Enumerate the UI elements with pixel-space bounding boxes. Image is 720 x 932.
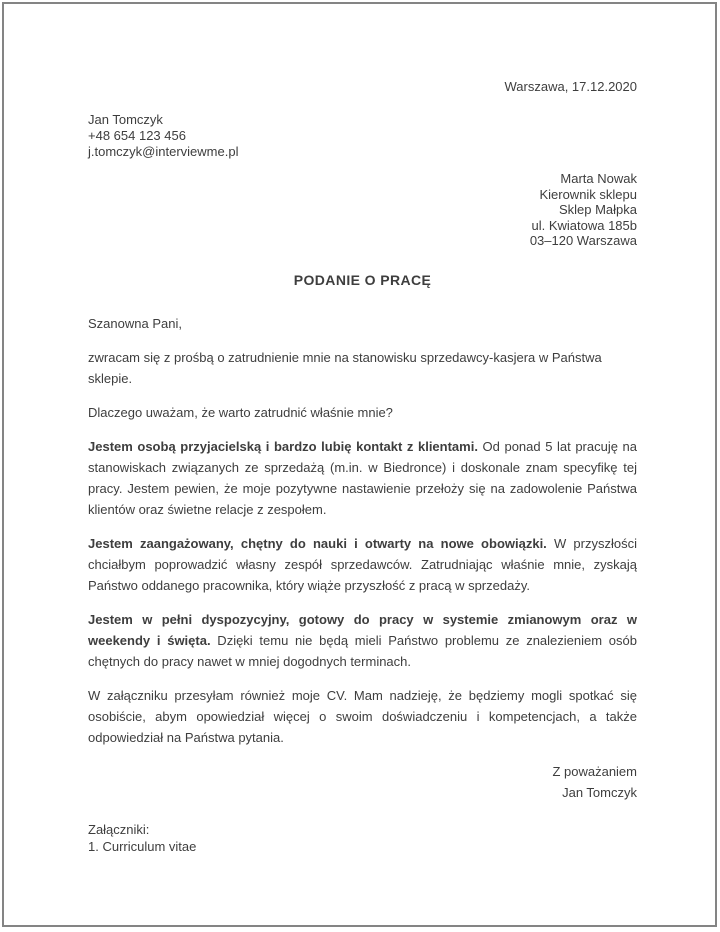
recipient-company: Sklep Małpka <box>558 202 637 217</box>
body-paragraph-3 <box>88 609 637 672</box>
paragraph-2-text: W przyszłości chciałbym poprowadzić własny zespół sprzedawców. Zatrudniając właśnie mnie, zyskają Państwo oddanego pracownika, który wiąże przyszłość z pracą w sprzedaży. <box>88 535 637 593</box>
paragraph-3-text: Dzięki temu nie będą mieli Państwo problemu ze znalezieniem osób chętnych do pracy nawet w mniej dogodnych terminach. <box>88 632 637 669</box>
sender-phone: +48 654 123 456 <box>88 128 186 143</box>
sender-email: j.tomczyk@interviewme.pl <box>88 144 239 159</box>
sender-block <box>88 112 637 160</box>
paragraph-3-bold-lead: Jestem w pełni dyspozycyjny, gotowy do pracy w systemie zmianowym oraz w weekendy i święta. <box>88 611 637 648</box>
closing-signature: Jan Tomczyk <box>562 784 637 800</box>
letter-date: Warszawa, 17.12.2020 <box>504 79 637 94</box>
recipient-block <box>88 171 637 249</box>
recipient-job-title: Kierownik sklepu <box>539 186 637 202</box>
attachment-item: 1. Curriculum vitae <box>88 838 197 854</box>
body-paragraph-4 <box>88 685 637 748</box>
salutation: Szanowna Pani, <box>88 315 182 331</box>
intro-paragraph: zwracam się z prośbą o zatrudnienie mnie na stanowisku sprzedawcy-kasjera w Państwa sklepie. <box>88 349 602 386</box>
paragraph-1-bold-lead: Jestem osobą przyjacielską i bardzo lubię kontakt z klientami. <box>88 438 478 454</box>
attachments-block <box>88 821 637 855</box>
closing-block <box>88 761 637 803</box>
recipient-city: 03–120 Warszawa <box>529 233 637 248</box>
question-line: Dlaczego uważam, że warto zatrudnić właśnie mnie? <box>88 404 393 420</box>
paragraph-2-bold-lead: Jestem zaangażowany, chętny do nauki i otwarty na nowe obowiązki. <box>88 535 547 551</box>
recipient-street: ul. Kwiatowa 185b <box>531 217 637 233</box>
body-paragraph-2 <box>88 533 637 596</box>
recipient-name: Marta Nowak <box>560 171 637 186</box>
paragraph-1-text: Od ponad 5 lat pracuję na stanowiskach związanych ze sprzedażą (m.in. w Biedronce) i doskonale znam specyfikę tej pracy. Jestem pewien, że moje pozytywne nastawienie przełoży się na zadowolenie Państwa klientów oraz świetne relacje z zespołem. <box>88 438 637 517</box>
body-paragraph-1 <box>88 436 637 520</box>
letter-title: PODANIE O PRACĘ <box>293 271 432 288</box>
attachments-label: Załączniki: <box>88 821 150 837</box>
closing-phrase: Z poważaniem <box>552 763 637 779</box>
sender-name: Jan Tomczyk <box>88 112 163 127</box>
paragraph-4-text: W załączniku przesyłam również moje CV. Mam nadzieję, że będziemy mogli spotkać się osobiście, abym opowiedział więcej o swoim doświadczeniu i kompetencjach, a także odpowiedział na Państwa pytania. <box>88 687 637 745</box>
